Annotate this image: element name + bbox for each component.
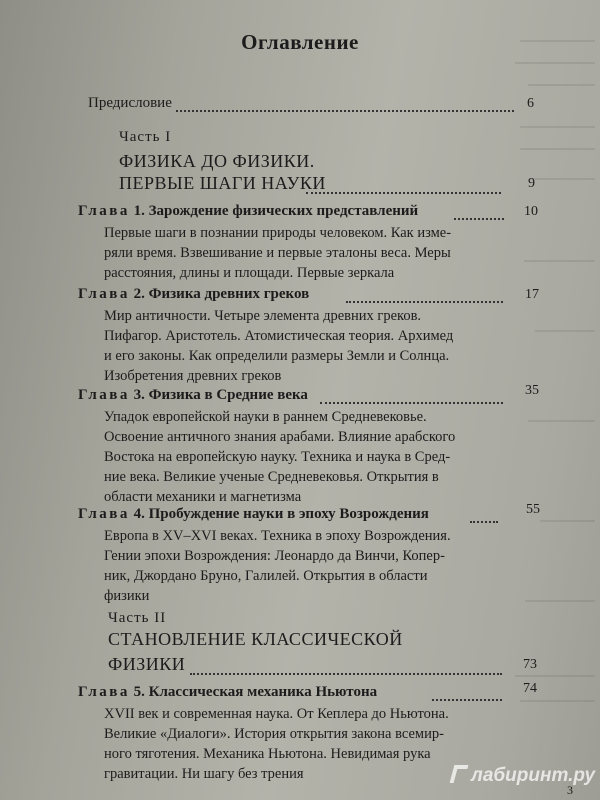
- chapter-number: 4.: [133, 506, 145, 522]
- chapter-2-heading: [78, 286, 309, 303]
- description-line: ние века. Великие ученые Средневековья. Открытия в: [104, 469, 439, 485]
- part-1-title-line-1: ФИЗИКА ДО ФИЗИКИ.: [119, 151, 315, 171]
- description-line: Востока на европейскую науку. Техника и наука в Сред-: [104, 449, 451, 465]
- chapter-title: Зарождение физических представлений: [148, 203, 419, 219]
- part-1-title-line-2: ПЕРВЫЕ ШАГИ НАУКИ: [119, 173, 326, 193]
- chapter-title: Физика в Средние века: [148, 387, 308, 403]
- chapter-5-heading: [78, 684, 377, 701]
- chapter-title: Физика древних греков: [148, 286, 310, 302]
- part-1-leader-dots: [306, 192, 501, 194]
- chapter-3-leader-dots: [320, 402, 503, 404]
- preface-label: Предисловие: [88, 95, 172, 111]
- description-line: Мир античности. Четыре элемента древних греков.: [104, 308, 422, 324]
- description-line: области механики и магнетизма: [104, 489, 302, 505]
- description-line: Изобретения древних греков: [104, 368, 282, 384]
- chapter-4-page-number: 55: [526, 502, 540, 517]
- chapter-5-description: [104, 704, 449, 784]
- chapter-3-heading: [78, 387, 308, 404]
- description-line: ряли время. Взвешивание и первые эталоны веса. Меры: [104, 245, 451, 261]
- chapter-number: 5.: [133, 684, 145, 700]
- page-number: 3: [567, 783, 573, 797]
- description-line: Пифагор. Аристотель. Атомистическая теория. Архимед: [104, 328, 454, 344]
- chapter-2-page-number: 17: [525, 287, 539, 302]
- description-line: физики: [104, 588, 150, 604]
- description-line: ник, Джордано Бруно, Галилей. Открытия в области: [104, 568, 428, 584]
- description-line: расстояния, длины и площади. Первые зеркала: [104, 265, 395, 281]
- chapter-word: Глава: [78, 684, 130, 700]
- part-1-label: Часть I: [119, 129, 172, 145]
- watermark-text: лабиринт.ру: [471, 765, 596, 786]
- chapter-number: 3.: [133, 387, 145, 403]
- description-line: ного тяготения. Механика Ньютона. Невидимая рука: [104, 746, 431, 762]
- description-line: и его законы. Как определили размеры Земли и Солнца.: [104, 348, 450, 364]
- chapter-1-heading: [78, 203, 418, 220]
- chapter-word: Глава: [78, 286, 130, 302]
- page-title: Оглавление: [241, 30, 359, 54]
- description-line: Гении эпохи Возрождения: Леонардо да Винчи, Копер-: [104, 548, 445, 564]
- part-2-leader-dots: [190, 673, 502, 675]
- labirint-watermark: [452, 765, 595, 787]
- chapter-title: Пробуждение науки в эпоху Возрождения: [148, 506, 429, 522]
- part-2-page-number: 73: [523, 657, 537, 672]
- chapter-2-description: [104, 306, 453, 386]
- description-line: Великие «Диалоги». История открытия закона всемир-: [104, 726, 444, 742]
- description-line: XVII век и современная наука. От Кеплера до Ньютона.: [104, 706, 449, 722]
- chapter-5-page-number: 74: [523, 681, 537, 696]
- preface-leader-dots: [176, 110, 514, 112]
- part-2-title-line-1: СТАНОВЛЕНИЕ КЛАССИЧЕСКОЙ: [108, 629, 403, 649]
- chapter-word: Глава: [78, 203, 130, 219]
- part-1-page-number: 9: [528, 176, 535, 191]
- chapter-number: 1.: [133, 203, 145, 219]
- chapter-number: 2.: [133, 286, 145, 302]
- chapter-3-page-number: 35: [525, 383, 539, 398]
- chapter-4-description: [104, 526, 451, 606]
- description-line: Освоение античного знания арабами. Влияние арабского: [104, 429, 456, 445]
- chapter-title: Классическая механика Ньютона: [148, 684, 378, 700]
- chapter-word: Глава: [78, 506, 130, 522]
- part-2-title-line-2: ФИЗИКИ: [108, 654, 186, 674]
- chapter-1-leader-dots: [454, 218, 504, 220]
- description-line: гравитации. Ни шагу без трения: [104, 766, 304, 782]
- preface-page-number: 6: [527, 96, 534, 111]
- chapter-2-leader-dots: [346, 301, 503, 303]
- chapter-word: Глава: [78, 387, 130, 403]
- chapter-1-page-number: 10: [524, 204, 538, 219]
- description-line: Упадок европейской науки в раннем Средневековье.: [104, 409, 427, 425]
- chapter-4-heading: [78, 506, 429, 523]
- description-line: Первые шаги в познании природы человеком. Как изме-: [104, 225, 452, 241]
- chapter-3-description: [104, 407, 455, 507]
- chapter-4-leader-dots: [470, 521, 498, 523]
- chapter-1-description: [104, 223, 451, 283]
- description-line: Европа в XV–XVI веках. Техника в эпоху Возрождения.: [104, 528, 451, 544]
- chapter-5-leader-dots: [432, 699, 502, 701]
- part-2-label: Часть II: [108, 610, 167, 626]
- labirint-logo-icon: [450, 765, 469, 783]
